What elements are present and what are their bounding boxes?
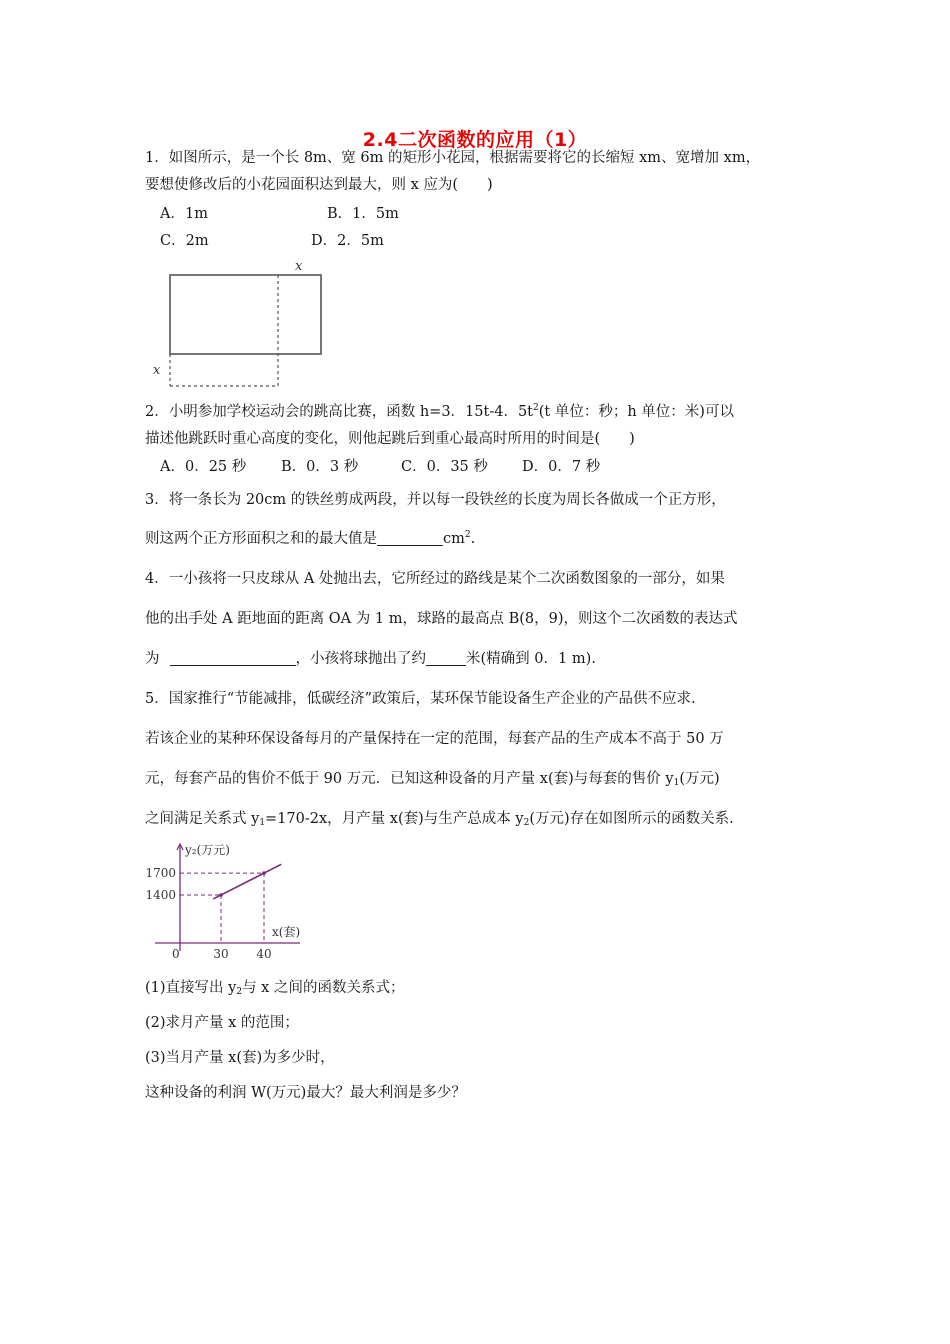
q2-line1: 2．小明参加学校运动会的跳高比赛，函数 h=3．15t-4．$5t^2(t$ 单位：秒；h 单位：米)可以 (145, 403, 734, 420)
tick-label-1400: 1400 (145, 888, 176, 902)
q4-distance-blank (426, 651, 466, 666)
q2-option-c: C．0．35 秒 (401, 459, 488, 475)
cost-line (213, 864, 281, 899)
q5-line4: 之间满足关系式 $y_1=170-2x$，月产量 x(套)与生产总成本 $y_2$(万元)存在如图所示的函数关系. (145, 811, 734, 828)
q5-sub3: (3)当月产量 x(套)为多少时， (145, 1050, 335, 1066)
q1-garden-figure (145, 258, 335, 398)
q1-option-c: C．2m (160, 233, 209, 249)
q4-expression-blank (170, 651, 296, 666)
q4-line2: 他的出手处 A 距地面的距离 OA 为 1 m，球路的最高点 B(8，9)，则这个二次函数的表达式 (145, 611, 738, 627)
label-left-x: x (153, 363, 161, 378)
q1-option-d: D．2．5m (311, 233, 384, 249)
point-40-1700 (262, 871, 266, 875)
q1-line1: 1．如图所示，是一个长 8m、宽 6m 的矩形小花园，根据需要将它的长缩短 xm、宽增加 xm， (145, 150, 761, 166)
label-top-x: x (295, 259, 303, 274)
x-axis-label: x(套) (272, 925, 301, 939)
q3-answer-blank (377, 531, 443, 546)
q5-line1: 5．国家推行“节能减排，低碳经济”政策后，某环保节能设备生产企业的产品供不应求. (145, 691, 696, 707)
q4-line1: 4．一小孩将一只皮球从 A 处抛出去，它所经过的路线是某个二次函数图象的一部分，如果 (145, 571, 725, 587)
q5-sub3-line2: 这种设备的利润 W(万元)最大？最大利润是多少？ (145, 1085, 466, 1101)
tick-label-40: 40 (256, 947, 272, 961)
q2-line2: 描述他跳跃时重心高度的变化，则他起跳后到重心最高时所用的时间是( ) (145, 431, 635, 447)
q1-line2: 要想使修改后的小花园面积达到最大，则 x 应为( ) (145, 177, 493, 193)
garden-rectangle (170, 275, 321, 354)
q5-cost-chart (140, 838, 320, 968)
q4-line3: 为 ，小孩将球抛出了约 米(精确到 0．1 m). (145, 651, 596, 667)
tick-label-1700: 1700 (145, 866, 176, 881)
q1-option-a: A．1m (160, 206, 208, 222)
q3-line1: 3．将一条长为 20cm 的铁丝剪成两段，并以每一段铁丝的长度为周长各做成一个正方形， (145, 492, 726, 508)
page-title: 2.4二次函数的应用（1） (362, 129, 588, 151)
q5-sub1: (1)直接写出 $y_2$与 x 之间的函数关系式； (145, 980, 405, 997)
q2-option-d: D．0．7 秒 (522, 459, 601, 475)
q5-line3: 元，每套产品的售价不低于 90 万元．已知这种设备的月产量 x(套)与每套的售价 $y_1$(万元) (145, 771, 720, 788)
y-axis-label: y₂(万元) (185, 843, 230, 857)
q1-option-b: B．1．5m (327, 206, 399, 222)
tick-label-30: 30 (213, 947, 229, 961)
point-30-1400 (219, 893, 223, 897)
q3-line2: 则这两个正方形面积之和的最大值是 $cm^2$. (145, 530, 476, 547)
q2-option-b: B．0．3 秒 (281, 459, 359, 475)
q2-option-a: A．0．25 秒 (160, 459, 247, 475)
q5-line2: 若该企业的某种环保设备每月的产量保持在一定的范围，每套产品的生产成本不高于 50 万 (145, 731, 724, 747)
tick-label-0: 0 (172, 947, 180, 961)
q5-sub2: (2)求月产量 x 的范围； (145, 1015, 299, 1031)
